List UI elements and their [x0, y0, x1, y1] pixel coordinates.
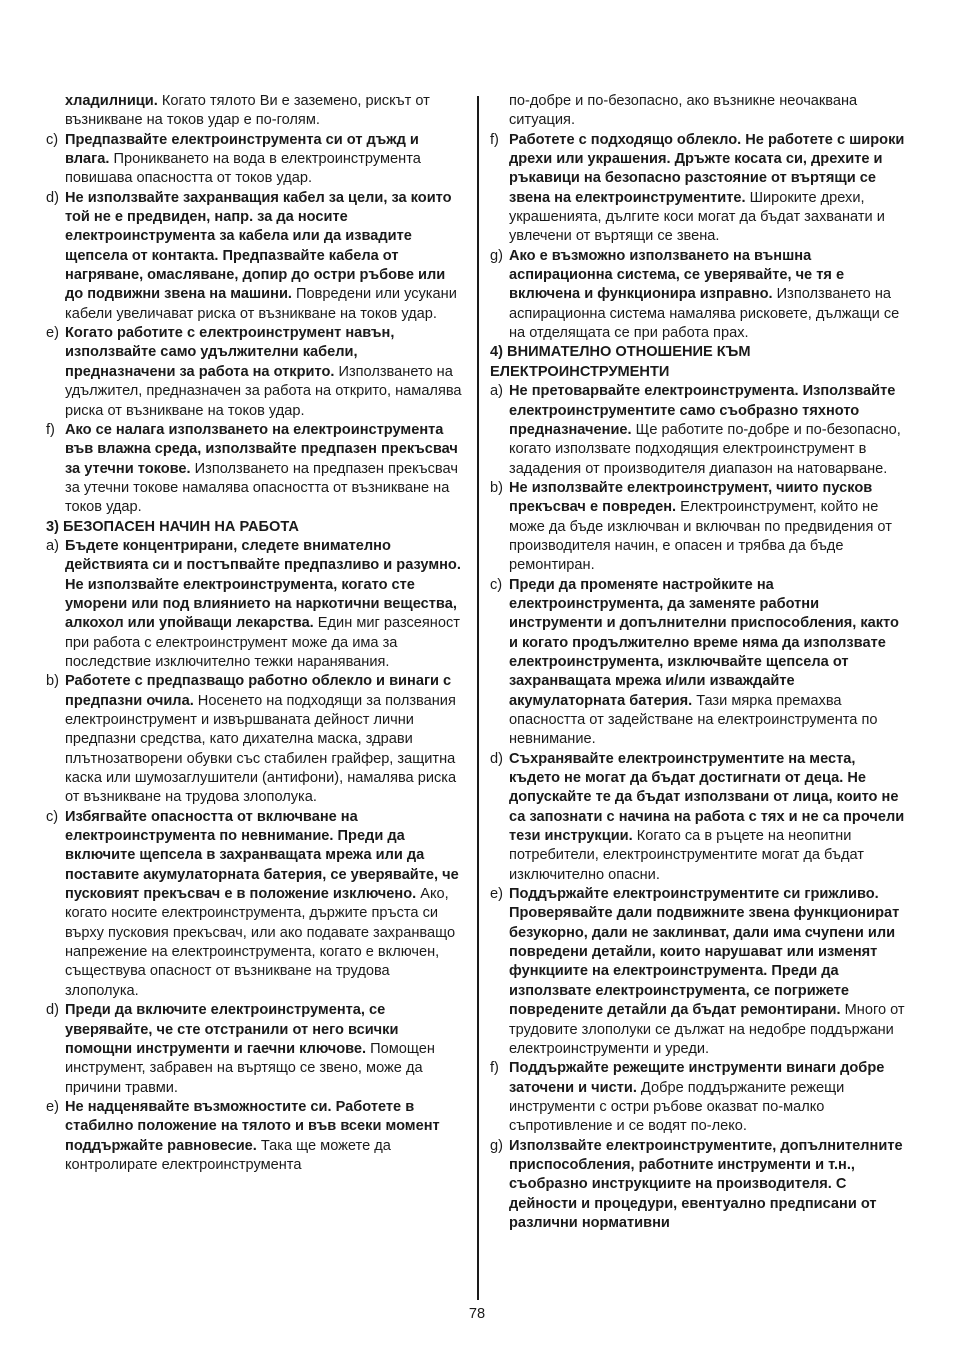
right-continuation — [490, 92, 910, 131]
item-text: Добре поддържаните режещи инструменти с остри ръбове оказват по-малко съпротивление и се водят по-леко. — [509, 1079, 845, 1135]
list-item — [490, 131, 910, 247]
list-item — [46, 672, 464, 807]
item-label: c) — [46, 131, 59, 148]
continuation-bold: хладилници. — [65, 93, 158, 109]
item-text: Много от трудовите злополуки се дължат на недобре поддържани електроинструменти и уреди. — [509, 1002, 905, 1057]
list-item — [46, 324, 464, 421]
item-bold-text: Поддържайте режещите инструменти винаги добре заточени и чисти. — [509, 1060, 885, 1096]
item-bold-text: Работете с подходящо облекло. Не работете с широки дрехи или украшения. Дръжте косата си, дрехите и ръкавици на безопасно разстояние от въртящи се звена на електроинструментите. — [509, 131, 905, 206]
item-bold-text: Преди да включите електроинструмента, се уверявайте, че сте отстранили от него всички помощни инструменти и гаечни ключове. — [65, 1002, 399, 1057]
item-text: Проникването на вода в електроинструмента повишава опасността от токов удар. — [65, 151, 421, 187]
item-label: f) — [490, 131, 499, 148]
item-text: Ще работите по-добре и по-безопасно, когато използвате подходящия електроинструмент в зададения от производителя диапазон на натоварване. — [509, 421, 901, 477]
item-text: Тази мярка премахва опасността от задействане на електроинструмента по невнимание. — [509, 692, 878, 748]
item-bold-text: Ако е възможно използването на външна аспирационна система, се уверявайте, че тя е включена и функционира изправно. — [509, 247, 845, 303]
left-items-b — [46, 537, 464, 1175]
item-bold-text: Използвайте електроинструментите, допълнителните приспособления, работните инструменти и т.н., съобразно инструкциите на производителя. С дейности и процедури, евентуално предписани от различни нормативни — [509, 1137, 903, 1231]
list-item — [46, 1098, 464, 1175]
list-item — [490, 750, 910, 885]
item-label: f) — [46, 421, 55, 438]
list-item — [490, 247, 910, 344]
item-label: c) — [490, 576, 503, 593]
item-text: Използването на удължител, предназначен за работа на открито, намалява риска от възникване на токов удар. — [65, 363, 462, 419]
list-item — [490, 1137, 910, 1234]
item-text: Използването на аспирационна система намалява рисковете, дължащи се на отделящата се при работа прах. — [509, 286, 900, 342]
list-item — [46, 189, 464, 324]
item-bold-text: Предпазвайте електроинструмента си от дъжд и влага. — [65, 131, 419, 168]
item-text: Електроинструмент, който не може да бъде изключван и включван по предвидения от производителя начин, е опасен и трябва да бъде ремонтиран. — [509, 499, 892, 574]
list-item — [490, 1059, 910, 1136]
list-item — [490, 576, 910, 750]
list-item — [46, 1001, 464, 1098]
section-4-heading — [490, 343, 910, 382]
item-bold-text: Избягвайте опасността от включване на електроинструмента по невнимание. Преди да включите щепсела в захранващата мрежа или да поставите акумулаторната батерия, се уверявайте, че пусковият прекъсвач е в положение изключено. — [65, 808, 459, 903]
item-bold-text: Работете с предпазващо работно облекло и винаги с предпазни очила. — [65, 673, 452, 709]
right-items-a — [490, 131, 910, 344]
list-item — [46, 131, 464, 189]
list-item — [490, 479, 910, 576]
list-item — [46, 537, 464, 672]
list-item — [46, 808, 464, 1001]
item-label: c) — [46, 808, 59, 825]
column-divider — [477, 96, 479, 1300]
item-bold-text: Не претоварвайте електроинструмента. Използвайте електроинструментите само съобразно тяхното предназначение. — [509, 383, 896, 438]
item-label: e) — [490, 886, 503, 903]
continuation-text: Когато тялото Ви е заземено, рискът от възникване на токов удар е по-голям. — [65, 93, 430, 129]
item-text: Ако, когато носите електроинструмента, държите пръста си върху пусковия прекъсвач, или ако подавате захранващо напрежение на електроинструмента, когато е включен, съществува опасност от възникване на трудова злополука. — [65, 886, 456, 999]
item-label: b) — [46, 673, 59, 690]
left-items-a — [46, 131, 464, 518]
item-text: Носенето на подходящи за ползвания електроинструмент и извършваната дейност лични предпазни средства, като дихателна маска, здрави плътнозатворени обувки със стабилен грайфер, защитна каска или шумозаглушители (антифони), намалява риска от възникване на трудова злополука. — [65, 692, 457, 806]
left-continuation — [46, 92, 464, 131]
list-item — [46, 421, 464, 518]
item-bold-text: Преди да променяте настройките на електроинструмента, да заменяте работни инструменти и допълнителни приспособления, както и когато продължително време няма да използвате електроинструмента, изключвайте щепсела от захранващата мрежа и/или изваждайте акумулаторната батерия. — [509, 576, 899, 709]
item-label: d) — [46, 1002, 59, 1019]
item-text: Повредени или усукани кабели увеличават риска от възникване на токов удар. — [65, 286, 457, 322]
left-column — [46, 92, 464, 1175]
right-items-b — [490, 382, 910, 1233]
item-bold-text: Когато работите с електроинструмент навън, използвайте само удължителни кабели, предназначени за работа на открито. — [65, 325, 395, 380]
item-text: Помощен инструмент, забравен на въртящо се звено, може да причини травми. — [65, 1040, 435, 1096]
continuation-text: по-добре и по-безопасно, ако възникне неочаквана ситуация. — [509, 93, 858, 129]
item-label: a) — [46, 537, 59, 554]
item-bold-text: Съхранявайте електроинструментите на места, където не могат да бъдат достигнати от деца. Не допускайте те да бъдат използвани от лица, които не са запознати с начина на работа с тях и не са прочели тези инструкции. — [509, 750, 905, 845]
item-text: Използването на предпазен прекъсвач за утечни токове намалява опасността от възникване на токов удар. — [65, 460, 458, 516]
item-label: d) — [46, 189, 59, 206]
item-bold-text: Не надценявайте възможностите си. Работете в стабилно положение на тялото и във всеки момент поддържайте равновесие. — [65, 1098, 440, 1154]
item-bold-text: Ако се налага използването на електроинструмента във влажна среда, използвайте предпазен прекъсвач за утечни токове. — [65, 421, 458, 477]
right-column — [490, 92, 910, 1233]
item-bold-text: Не използвайте електроинструмент, чиито пусков прекъсвач е повреден. — [509, 479, 873, 516]
item-label: f) — [490, 1060, 499, 1077]
item-text: Когато са в ръцете на неопитни потребители, електроинструментите могат да бъдат изключително опасни. — [509, 828, 864, 883]
item-bold-text: Бъдете концентрирани, следете внимателно действията си и постъпвайте предпазливо и разумно. Не използвайте електроинструмента, когато сте уморени или под влиянието на наркотични вещества, алкохол или упойващи лекарства. — [65, 537, 461, 632]
item-label: g) — [490, 247, 503, 264]
list-item — [490, 382, 910, 479]
item-label: d) — [490, 750, 503, 767]
item-text: Един миг разсеяност при работа с електроинструмент може да има за последствие изключително тежки наранявания. — [65, 615, 460, 670]
item-label: g) — [490, 1137, 503, 1154]
item-label: b) — [490, 479, 503, 496]
item-text: Така ще можете да контролирате електроинструмента — [65, 1137, 391, 1173]
section-4-heading-text: 4) ВНИМАТЕЛНО ОТНОШЕНИЕ КЪМ ЕЛЕКТРОИНСТРУМЕНТИ — [490, 344, 751, 380]
item-bold-text: Поддържайте електроинструментите си грижливо. Проверявайте дали подвижните звена функционират безукорно, дали не заклинват, дали има счупени или повредени детайли, които нарушават или изменят функциите на електроинструмента. Преди да използвате електроинструмента, се погрижете повредените детайли да бъдат ремонтирани. — [509, 886, 900, 1019]
item-label: e) — [46, 1098, 59, 1115]
item-text: Широките дрехи, украшенията, дългите коси могат да бъдат захванати и увлечени от въртящи се звена. — [509, 189, 885, 245]
item-bold-text: Не използвайте захранващия кабел за цели, за които той не е предвиден, напр. за да носите електроинструмента за кабела или да извадите щепсела от контакта. Предпазвайте кабела от нагряване, омасляване, допир до остри ръбове или до подвижни звена на машини. — [65, 189, 452, 303]
list-item — [490, 885, 910, 1059]
page-number: 78 — [468, 1306, 486, 1322]
item-label: a) — [490, 383, 503, 400]
section-3-heading: 3) БЕЗОПАСЕН НАЧИН НА РАБОТА — [46, 518, 299, 535]
item-label: e) — [46, 325, 59, 342]
